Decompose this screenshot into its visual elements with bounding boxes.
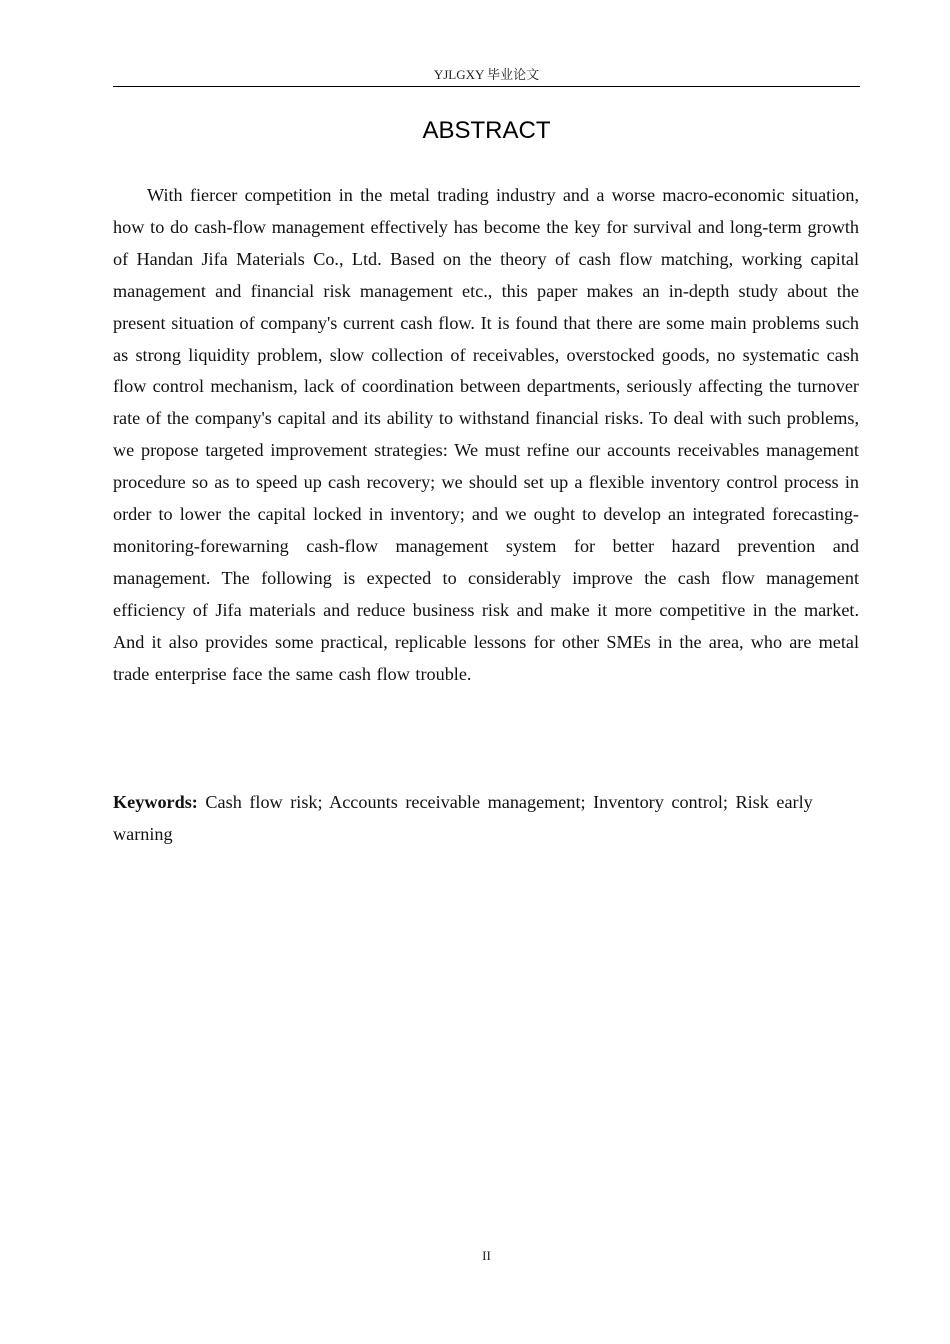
- keywords-text: Cash flow risk; Accounts receivable management; Inventory control; Risk early warning: [113, 792, 813, 844]
- abstract-body: With fiercer competition in the metal trading industry and a worse macro-economic situation, how to do cash-flow management effectively has become the key for survival and long-term growth of Handan Jifa Materials Co., Ltd. Based on the theory of cash flow matching, working capital management and financial risk management etc., this paper makes an in-depth study about the present situation of company's current cash flow. It is found that there are some main problems such as strong liquidity problem, slow collection of receivables, overstocked goods, no systematic cash flow control mechanism, lack of coordination between departments, seriously affecting the turnover rate of the company's capital and its ability to withstand financial risks. To deal with such problems, we propose targeted improvement strategies: We must refine our accounts receivables management procedure so as to speed up cash recovery; we should set up a flexible inventory control process in order to lower the capital locked in inventory; and we ought to develop an integrated forecasting-monitoring-forewarning cash-flow management system for better hazard prevention and management. The following is expected to considerably improve the cash flow management efficiency of Jifa materials and reduce business risk and make it more competitive in the market. And it also provides some practical, replicable lessons for other SMEs in the area, who are metal trade enterprise face the same cash flow trouble.: [113, 185, 859, 684]
- keywords-paragraph: [113, 786, 823, 850]
- running-header: YJLGXY 毕业论文: [433, 67, 540, 82]
- header-divider: [113, 86, 860, 87]
- keywords-label: Keywords:: [113, 792, 198, 812]
- page-number: II: [482, 1248, 491, 1263]
- abstract-title: ABSTRACT: [422, 117, 551, 144]
